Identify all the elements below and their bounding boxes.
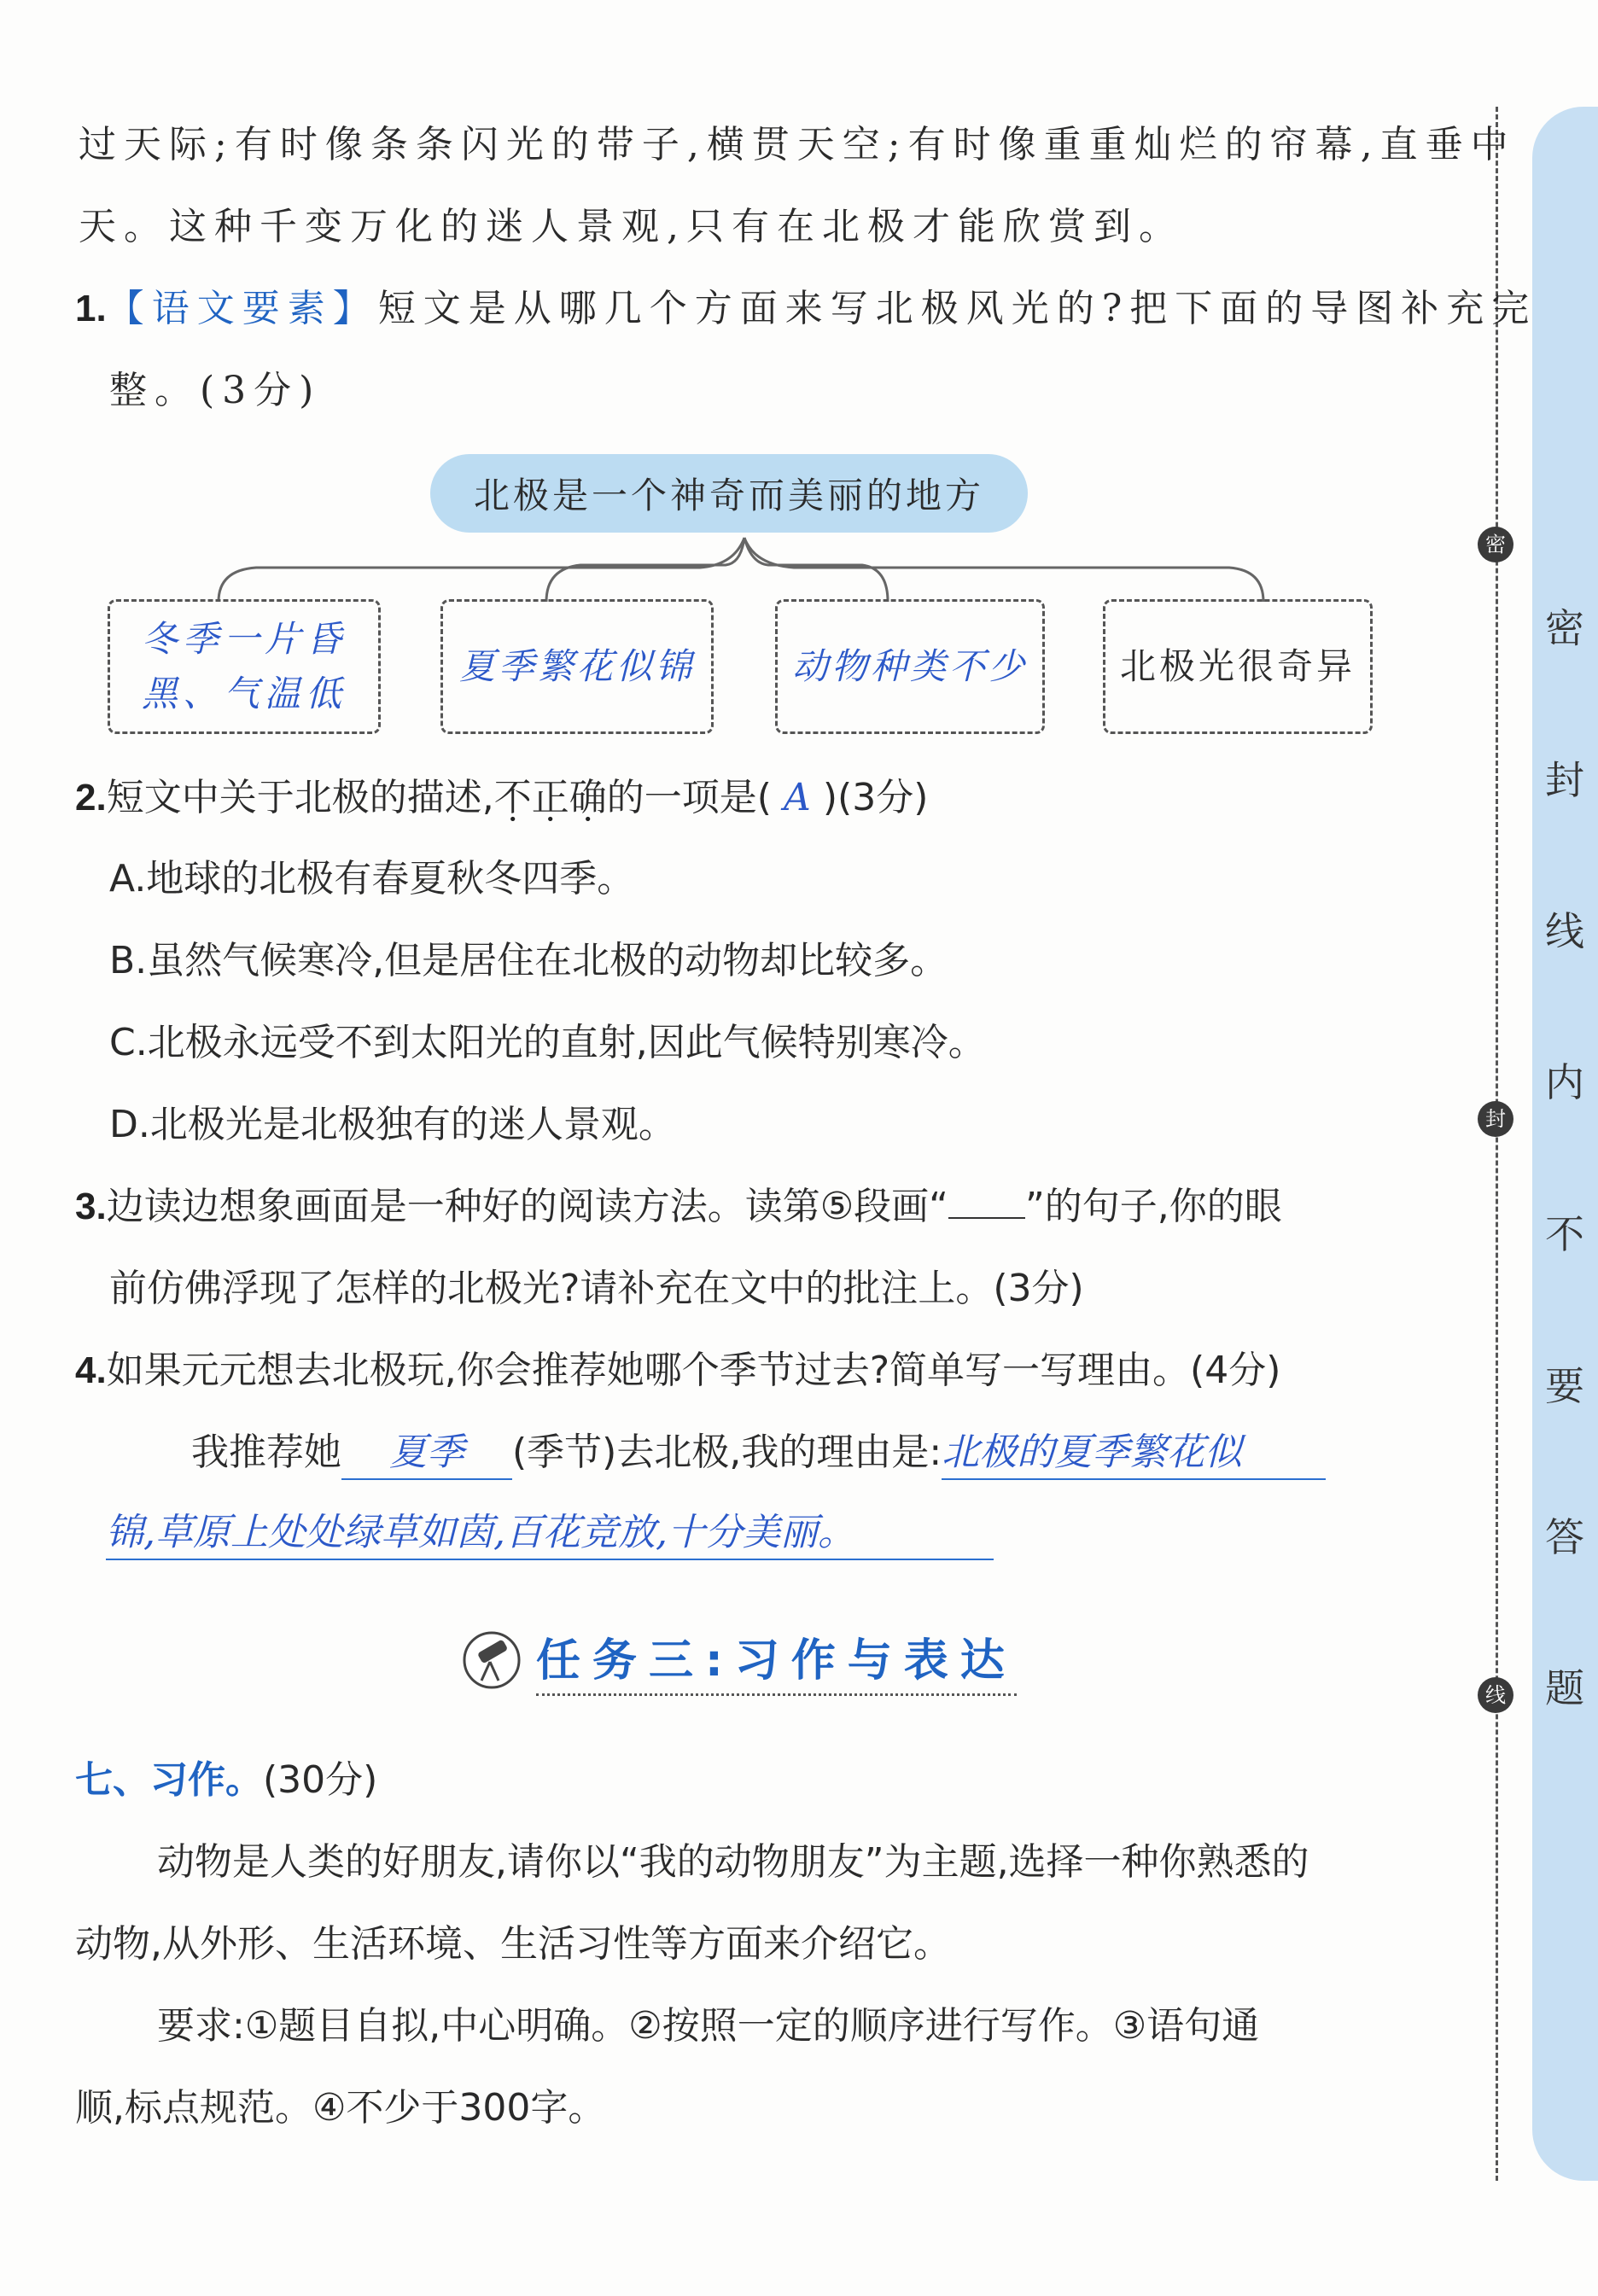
q3-text-b: ”的句子,你的眼 <box>1024 1185 1282 1228</box>
q2-text-pre: 短文中关于北极的描述, <box>106 776 494 819</box>
q2-answer: A <box>783 776 811 819</box>
side-char: 题 <box>1545 1665 1584 1711</box>
mind-map-box-3 <box>775 599 1045 734</box>
mind-map-box-2 <box>440 599 714 734</box>
section-title: 任务三:习作与表达 <box>536 1624 1017 1696</box>
side-char: 不 <box>1545 1211 1584 1257</box>
passage-line-2: 天。这种千变万化的迷人景观,只有在北极才能欣赏到。 <box>79 205 1184 248</box>
writing-heading-line <box>75 1755 377 1806</box>
mind-map-connectors <box>0 0 1598 615</box>
seal-mark-mi: 密 <box>1478 527 1513 562</box>
mind-map-answer-1: 冬季一片昏黑、气温低 <box>141 618 347 714</box>
seal-mark-xian: 线 <box>1478 1677 1513 1713</box>
q1-text: 短文是从哪几个方面来写北极风光的?把下面的导图补充完 <box>377 287 1537 330</box>
q2-emph-char: 不 <box>493 776 532 819</box>
q2-option-c: C.北极永远受不到太阳光的直射,因此气候特别寒冷。 <box>109 1021 986 1064</box>
q4-mid: (季节)去北极,我的理由是: <box>512 1431 942 1474</box>
side-char: 密 <box>1545 605 1584 651</box>
q4-prefix: 我推荐她 <box>191 1431 341 1474</box>
side-char: 线 <box>1545 908 1584 954</box>
telescope-icon <box>461 1629 522 1691</box>
seal-mark-feng: 封 <box>1478 1101 1513 1137</box>
section-header <box>461 1622 1017 1699</box>
q2-option-d: D.北极光是北极独有的迷人景观。 <box>109 1103 676 1146</box>
q1-number: 1. <box>75 288 107 329</box>
q1-line-2: 整。(3分) <box>109 369 322 412</box>
q4-line-2 <box>191 1427 1326 1480</box>
writing-heading: 七、习作。 <box>75 1758 263 1802</box>
mind-map-center-label: 北极是一个神奇而美丽的地方 <box>473 475 984 516</box>
writing-p2-line-1: 要求:①题目自拟,中心明确。②按照一定的顺序进行写作。③语句通 <box>157 2004 1260 2048</box>
passage-line-1: 过天际;有时像条条闪光的带子,横贯天空;有时像重重灿烂的帘幕,直垂中 <box>79 123 1516 166</box>
q3-blank <box>948 1188 1025 1219</box>
writing-p1-line-2: 动物,从外形、生活环境、生活习性等方面来介绍它。 <box>75 1922 951 1966</box>
writing-p2-line-2: 顺,标点规范。④不少于300字。 <box>75 2086 606 2130</box>
q4-number: 4. <box>75 1349 107 1391</box>
q3-text-a: 边读边想象画面是一种好的阅读方法。读第⑤段画“ <box>106 1185 948 1228</box>
side-char: 要 <box>1545 1363 1584 1409</box>
mind-map-box-1 <box>108 599 381 734</box>
writing-p1-line-1: 动物是人类的好朋友,请你以“我的动物朋友”为主题,选择一种你熟悉的 <box>157 1840 1309 1884</box>
q2-number: 2. <box>75 777 107 819</box>
q2-line <box>75 772 928 824</box>
mind-map-answer-2: 夏季繁花似锦 <box>458 645 695 687</box>
side-char: 封 <box>1545 757 1584 803</box>
q2-option-a: A.地球的北极有春夏秋冬四季。 <box>109 857 635 900</box>
q2-option-b: B.虽然气候寒冷,但是居住在北极的动物却比较多。 <box>109 939 948 982</box>
mind-map-answer-3: 动物种类不少 <box>791 645 1028 687</box>
q2-text-mid: 的一项是( <box>606 776 772 819</box>
q2-emph-char: 确 <box>569 776 607 819</box>
q4-line-1 <box>75 1345 1280 1396</box>
side-char: 内 <box>1545 1059 1584 1105</box>
q1-tag: 【语文要素】 <box>106 287 378 330</box>
q4-season: 夏季 <box>341 1427 512 1480</box>
q3-line-1 <box>75 1181 1282 1232</box>
q3-number: 3. <box>75 1186 107 1227</box>
q4-reason-2: 锦,草原上处处绿草如茵,百花竞放,十分美丽。 <box>106 1507 994 1560</box>
mind-map-box-4 <box>1103 599 1373 734</box>
q4-text: 如果元元想去北极玩,你会推荐她哪个季节过去?简单写一写理由。(4分) <box>106 1349 1281 1392</box>
q3-line-2: 前仿佛浮现了怎样的北极光?请补充在文中的批注上。(3分) <box>109 1267 1084 1310</box>
q2-text-post: )(3分) <box>822 776 929 819</box>
q4-reason-1: 北极的夏季繁花似 <box>942 1427 1326 1480</box>
side-char: 答 <box>1545 1514 1584 1560</box>
q2-emph-char: 正 <box>531 776 569 819</box>
writing-score: (30分) <box>263 1758 378 1802</box>
mind-map-given: 北极光很奇异 <box>1119 645 1356 687</box>
